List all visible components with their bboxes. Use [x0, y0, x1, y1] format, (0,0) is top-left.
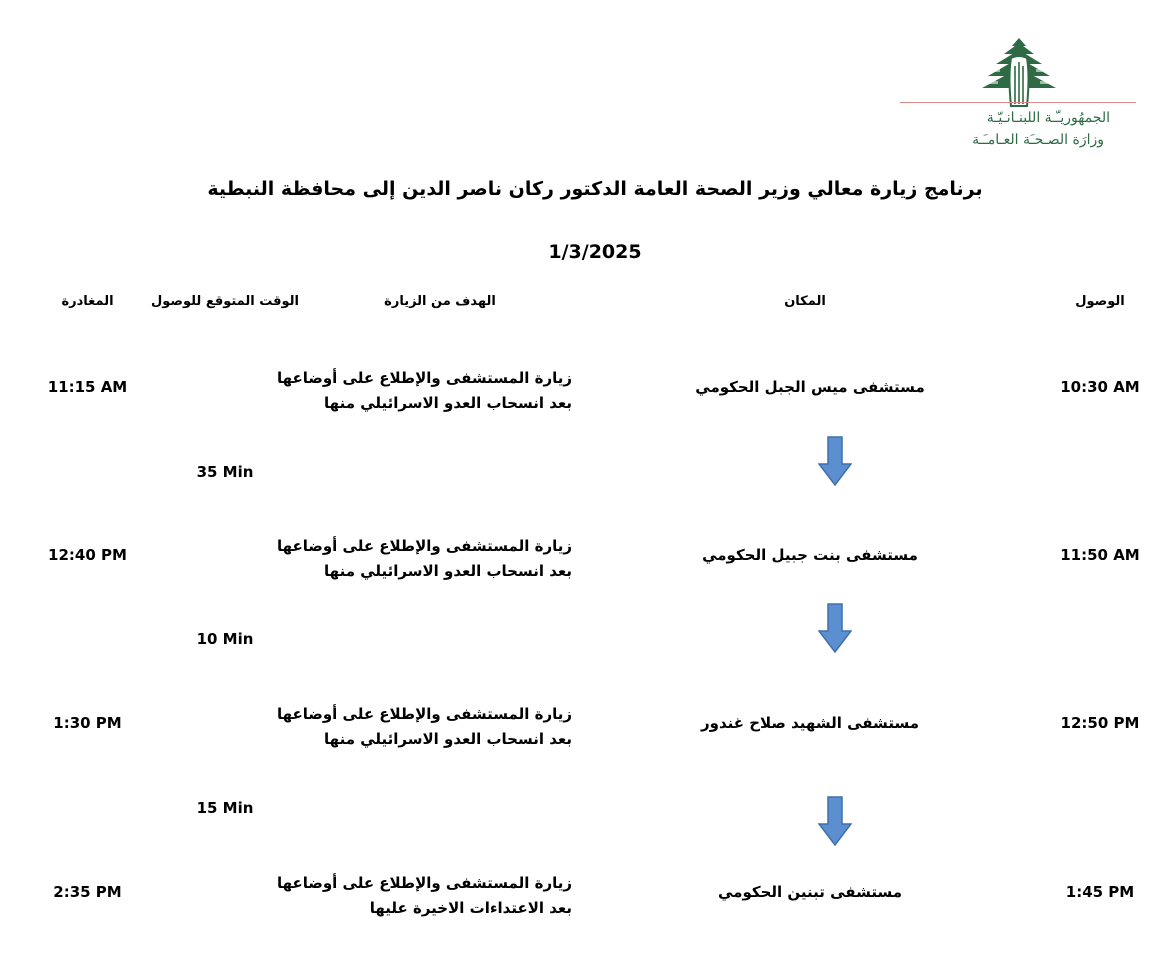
place-name: مستشفى الشهيد صلاح غندور	[701, 714, 919, 732]
header-arrival: الوصول	[1075, 294, 1125, 309]
arrival-time: 12:50 PM	[1060, 714, 1140, 732]
visit-purpose	[276, 534, 572, 584]
header-purpose: الهدف من الزيارة	[384, 294, 496, 309]
cedar-tree-icon	[980, 36, 1058, 108]
visit-purpose	[276, 366, 572, 416]
ministry-name: وزارَة الصـحـَة العـامـَـة	[972, 132, 1104, 148]
arrow-down-icon	[818, 603, 852, 653]
departure-time: 11:15 AM	[47, 378, 128, 396]
departure-time: 1:30 PM	[53, 714, 122, 732]
place-name: مستشفى ميس الجبل الحكومي	[695, 378, 925, 396]
purpose-line: بعد انسحاب العدو الاسرائيلي منها	[324, 730, 572, 748]
purpose-line: زيارة المستشفى والإطلاع على أوضاعها	[276, 705, 572, 723]
place-name: مستشفى تبنين الحكومي	[717, 883, 903, 901]
republic-name: الجمهُوريـّـة اللبنـانـيّـة	[986, 110, 1110, 126]
travel-duration: 35 Min	[196, 463, 254, 481]
ministry-logo	[900, 30, 1140, 155]
purpose-line: زيارة المستشفى والإطلاع على أوضاعها	[276, 369, 572, 387]
departure-time: 2:35 PM	[53, 883, 122, 901]
header-departure: المغادرة	[61, 294, 114, 309]
purpose-line: زيارة المستشفى والإطلاع على أوضاعها	[276, 537, 572, 555]
place-name: مستشفى بنت جبيل الحكومي	[702, 546, 918, 564]
purpose-line: بعد انسحاب العدو الاسرائيلي منها	[324, 562, 572, 580]
arrival-time: 11:50 AM	[1060, 546, 1140, 564]
logo-divider	[900, 102, 1136, 103]
page-title: برنامج زيارة معالي وزير الصحة العامة الدكتور ركان ناصر الدين إلى محافظة النبطية	[207, 178, 983, 200]
travel-duration: 10 Min	[196, 630, 254, 648]
arrow-down-icon	[818, 436, 852, 486]
header-place: المكان	[784, 294, 826, 309]
arrow-down-icon	[818, 796, 852, 846]
purpose-line: زيارة المستشفى والإطلاع على أوضاعها	[276, 874, 572, 892]
visit-purpose	[276, 702, 572, 752]
purpose-line: بعد انسحاب العدو الاسرائيلي منها	[324, 394, 572, 412]
header-travel-time: الوقت المتوقع للوصول	[150, 294, 300, 309]
purpose-line: بعد الاعتداءات الاخيرة عليها	[369, 899, 572, 917]
departure-time: 12:40 PM	[48, 546, 127, 564]
arrival-time: 1:45 PM	[1065, 883, 1135, 901]
visit-date: 1/3/2025	[548, 241, 642, 263]
visit-purpose	[276, 871, 572, 921]
arrival-time: 10:30 AM	[1060, 378, 1140, 396]
travel-duration: 15 Min	[196, 799, 254, 817]
